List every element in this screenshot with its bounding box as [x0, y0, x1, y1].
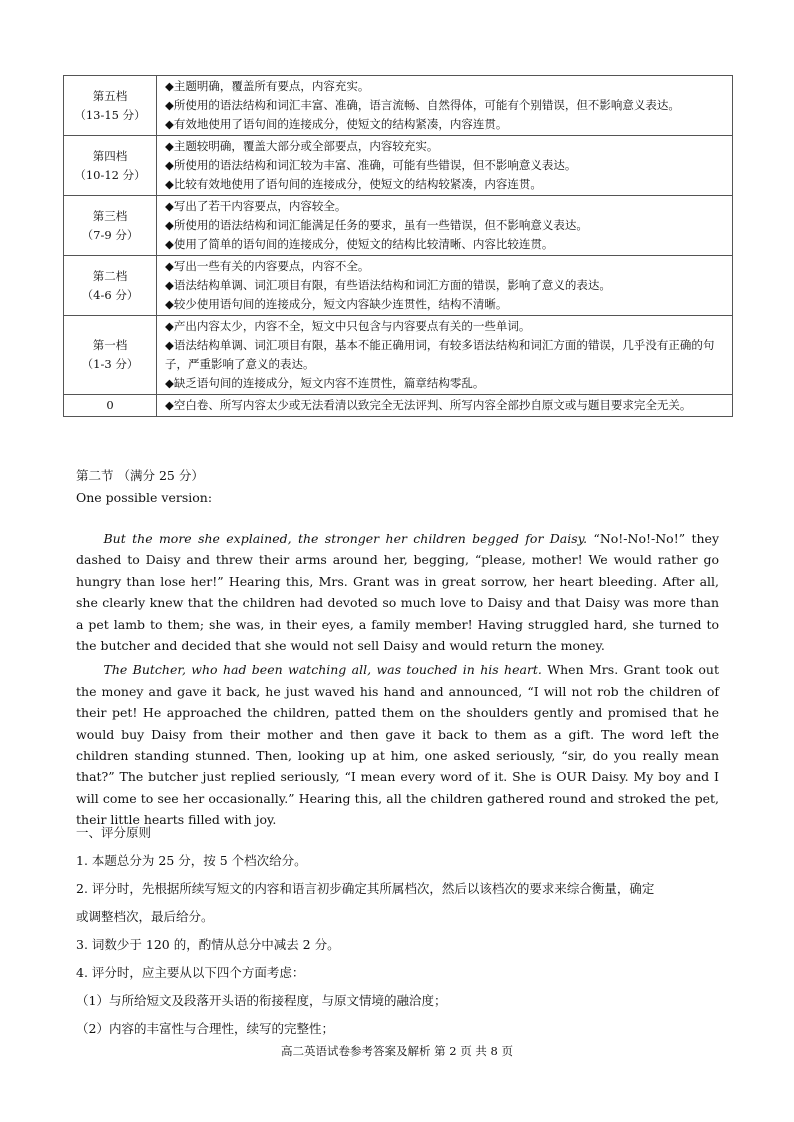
criterion: ◆写出一些有关的内容要点，内容不全。	[165, 259, 370, 273]
essay-paragraph	[76, 659, 719, 830]
table-row	[64, 316, 733, 395]
criterion: ◆有效地使用了语句间的连接成分，使短文的结构紧凑，内容连贯。	[165, 117, 508, 131]
principle-item: 1. 本题总分为 25 分，按 5 个档次给分。	[76, 853, 307, 868]
possible-version-label: One possible version:	[76, 490, 213, 505]
criteria-cell	[157, 136, 733, 196]
criterion: ◆所使用的语法结构和词汇能满足任务的要求，虽有一些错误，但不影响意义表达。	[165, 218, 588, 232]
level-cell	[64, 76, 157, 136]
level-range: （13-15 分）	[74, 107, 146, 122]
sample-essay	[76, 528, 719, 834]
criterion: ◆语法结构单调、词汇项目有限，有些语法结构和词汇方面的错误，影响了意义的表达。	[165, 278, 611, 292]
criterion: ◆主题明确，覆盖所有要点，内容充实。	[165, 79, 370, 93]
level-range: （1-3 分）	[81, 357, 139, 371]
table-row	[64, 76, 733, 136]
level-cell	[64, 395, 157, 417]
criterion: ◆所使用的语法结构和词汇较为丰富、准确，可能有些错误，但不影响意义表达。	[165, 158, 577, 172]
scoring-principles	[76, 819, 719, 1043]
criteria-cell	[157, 196, 733, 256]
criterion: ◆缺乏语句间的连接成分，短文内容不连贯性，篇章结构零乱。	[165, 376, 485, 390]
criteria-cell	[157, 395, 733, 417]
criterion: ◆比较有效地使用了语句间的连接成分，使短文的结构较紧凑，内容连贯。	[165, 177, 542, 191]
principle-item: 或调整档次，最后给分。	[76, 909, 214, 924]
level-name: 第三档	[92, 208, 128, 223]
essay-paragraph	[76, 528, 719, 656]
table-row	[64, 256, 733, 316]
paragraph-body: When Mrs. Grant took out the money and gave it back, he just waved his hand and announced, “I will not rob the children of their pet! He approached the children, patted them on the shoulders gently and promised that he would buy Daisy from their mother and then gave it back to them as a gift. The word left the children standing stunned. Then, looking up at him, one asked seriously, “sir, do you really mean that?” The butcher just replied seriously, “I mean every word of it. She is OUR Daisy. My boy and I will come to see her occasionally.” Hearing this, all the children gathered round and stroked the pet, their little hearts filled with joy.	[76, 662, 719, 828]
table-row	[64, 136, 733, 196]
principle-item: 2. 评分时，先根据所续写短文的内容和语言初步确定其所属档次，然后以该档次的要求来综合衡量，确定	[76, 881, 655, 896]
criterion: ◆较少使用语句间的连接成分，短文内容缺少连贯性，结构不清晰。	[165, 297, 508, 311]
criterion: ◆主题较明确，覆盖大部分或全部要点，内容较充实。	[165, 139, 439, 153]
level-cell	[64, 136, 157, 196]
grading-table	[63, 75, 733, 417]
criteria-cell	[157, 76, 733, 136]
criteria-cell	[157, 316, 733, 395]
criterion: ◆语法结构单调、词汇项目有限，基本不能正确用词，有较多语法结构和词汇方面的错误，几乎没有正确的句子，严重影响了意义的表达。	[165, 338, 715, 371]
level-cell	[64, 256, 157, 316]
level-cell	[64, 316, 157, 395]
level-name: 第二档	[92, 268, 128, 283]
paragraph-opening: But the more she explained, the stronger her children begged for Daisy.	[103, 531, 588, 546]
level-range: （4-6 分）	[81, 287, 139, 302]
criterion: ◆产出内容太少，内容不全，短文中只包含与内容要点有关的一些单词。	[165, 319, 531, 333]
table-row	[64, 395, 733, 417]
level-range: （10-12 分）	[74, 167, 146, 182]
level-name: 第五档	[92, 88, 128, 103]
table-row	[64, 196, 733, 256]
level-cell	[64, 196, 157, 256]
level-name: 0	[106, 398, 114, 412]
principle-item: 3. 词数少于 120 的，酌情从总分中减去 2 分。	[76, 937, 340, 952]
paragraph-opening: The Butcher, who had been watching all, was touched in his heart.	[103, 662, 542, 678]
principle-item: 4. 评分时，应主要从以下四个方面考虑：	[76, 965, 305, 980]
criterion: ◆写出了若干内容要点，内容较全。	[165, 199, 347, 213]
section-title: 第二节 （满分 25 分）	[76, 468, 204, 483]
principles-heading: 一、评分原则	[76, 825, 152, 840]
criterion: ◆空白卷、所写内容太少或无法看清以致完全无法评判、所写内容全部抄自原文或与题目要求完全无关。	[165, 398, 692, 412]
principle-item: （1）与所给短文及段落开头语的衔接程度，与原文情境的融洽度；	[76, 993, 447, 1008]
paragraph-body: “No!-No!-No!” they dashed to Daisy and threw their arms around her, begging, “please, mother! We would rather go hungry than lose her!” Hearing this, Mrs. Grant was in great sorrow, her heart bleeding. After all, she clearly knew that the children had devoted so much love to Daisy and that Daisy was more than a pet lamb to them; she was, in their eyes, a family member! Having struggled hard, she turned to the butcher and decided that she would not sell Daisy and would return the money.	[76, 531, 720, 654]
level-range: （7-9 分）	[81, 227, 139, 242]
criteria-cell	[157, 256, 733, 316]
criterion: ◆使用了简单的语句间的连接成分，使短文的结构比较清晰、内容比较连贯。	[165, 237, 554, 251]
criterion: ◆所使用的语法结构和词汇丰富、准确，语言流畅、自然得体，可能有个别错误，但不影响意义表达。	[165, 98, 680, 112]
level-name: 第一档	[92, 338, 128, 352]
level-name: 第四档	[92, 148, 128, 163]
principle-item: （2）内容的丰富性与合理性，续写的完整性；	[76, 1021, 334, 1036]
page-footer: 高二英语试卷参考答案及解析 第 2 页 共 8 页	[280, 1044, 514, 1058]
